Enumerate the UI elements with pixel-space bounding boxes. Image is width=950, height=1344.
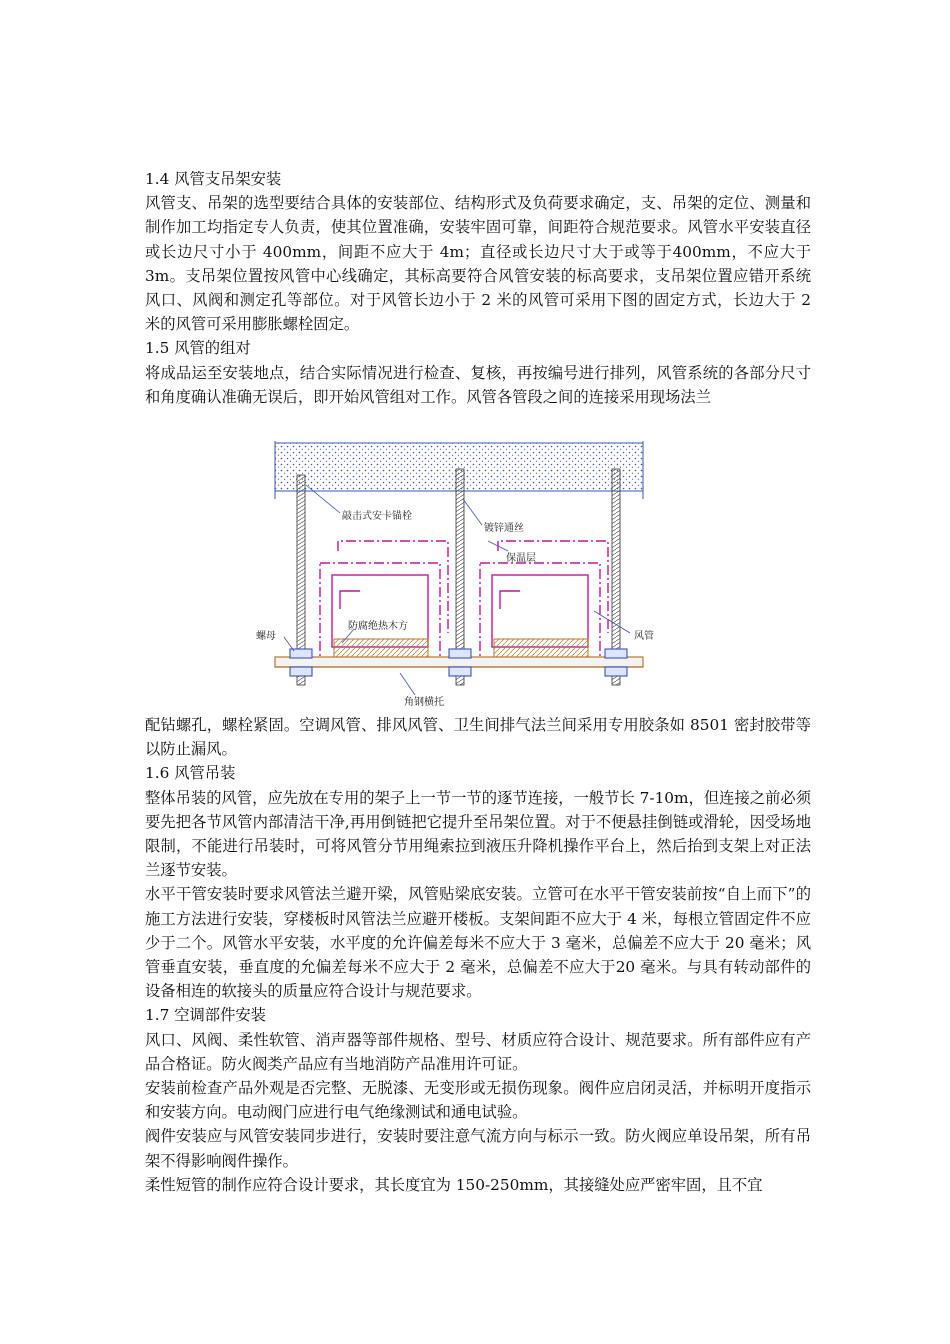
insulation-label: 保温层 — [506, 553, 536, 564]
section-1-7-paragraph-1: 风口、风阀、柔性软管、消声器等部件规格、型号、材质应符合设计、规范要求。所有部件应有产品合格证。防火阀类产品应有当地消防产品准用许可证。 — [145, 1030, 811, 1073]
section-1-4-body: 风管支、吊架的选型要结合具体的安装部位、结构形式及负荷要求确定，支、吊架的定位、测量和制作加工均指定专人负责，使其位置准确，安装牢固可靠，间距符合规范要求。风管水平安装直径或长边尺寸小于 400mm，间距不应大于 4m；直径或长边尺寸大于或等于400mm，不应大于 3m。支吊架位置按风管中心线确定，其标高要符合风管安装的标高要求，支吊架位置应错开系统风口、风阀和测定孔等部位。对于风管长边小于 2 米的风管可采用下图的固定方式，长边大于 2 米的风管可采用膨胀螺栓固定。 — [145, 194, 811, 334]
diagram-svg — [250, 433, 670, 713]
anchor-label: 敲击式安卡锚栓 — [342, 511, 412, 522]
section-1-7-paragraph-3: 阀件安装应与风管安装同步进行，安装时要注意气流方向与标示一致。防火阀应单设吊架，所有吊架不得影响阀件操作。 — [145, 1127, 811, 1170]
text-block-lower — [145, 713, 811, 1197]
angle-label: 角钢横托 — [404, 697, 444, 708]
section-1-5-body: 将成品运至安装地点，结合实际情况进行检查、复核，再按编号进行排列，风管系统的各部分尺寸和角度确认准确无误后，即开始风管组对工作。风管各管段之间的连接采用现场法兰 — [145, 363, 811, 406]
wood-label: 防腐绝热木方 — [348, 621, 408, 632]
section-1-7-paragraph-2: 安装前检查产品外观是否完整、无脱漆、无变形或无损伤现象。阀件应启闭灵活，并标明开度指示和安装方向。电动阀门应进行电气绝缘测试和通电试验。 — [145, 1079, 811, 1122]
section-1-7-paragraph-4: 柔性短管的制作应符合设计要求，其长度宜为 150-250mm，其接缝处应严密牢固，且不宜 — [145, 1175, 763, 1194]
section-1-6-paragraph-1: 整体吊装的风管，应先放在专用的架子上一节一节的逐节连接，一般节长 7-10m，但连接之前必须要先把各节风管内部清洁干净,再用倒链把它提升至吊架位置。对于不便悬挂倒链或滑轮，因受场地限制，不能进行吊装时，可将风管分节用绳索拉到液压升降机操作平台上，然后抬到支架上对正法兰逐节安装。 — [145, 788, 811, 880]
section-1-4-title: 1.4 风管支吊架安装 — [145, 170, 282, 188]
section-1-6-title: 1.6 风管吊装 — [145, 764, 236, 783]
rod-label: 镀锌通丝 — [484, 523, 524, 534]
section-1-7-title: 1.7 空调部件安装 — [145, 1006, 266, 1025]
text-block-upper — [145, 167, 811, 409]
duct-label: 风管 — [634, 631, 654, 642]
nut-label: 螺母 — [256, 631, 276, 642]
section-1-5-continuation: 配钻螺孔，螺栓紧固。空调风管、排风风管、卫生间排气法兰间采用专用胶条如 8501 密封胶带等以防止漏风。 — [145, 716, 811, 759]
section-1-5-title: 1.5 风管的组对 — [145, 339, 251, 358]
duct-support-diagram — [250, 433, 670, 713]
section-1-6-paragraph-2: 水平干管安装时要求风管法兰避开梁，风管贴梁底安装。立管可在水平干管安装前按“自上而下”的施工方法进行安装，穿楼板时风管法兰应避开楼板。支架间距不应大于 4 米，每根立管固定件不应少于二个。风管水平安装，水平度的允许偏差每米不应大于 3 毫米，总偏差不应大于 20 毫米；风管垂直安装，垂直度的允偏差每米不应大于 2 毫米，总偏差不应大于20 毫米。与具有转动部件的设备相连的软接头的质量应符合设计与规范要求。 — [145, 885, 811, 1001]
